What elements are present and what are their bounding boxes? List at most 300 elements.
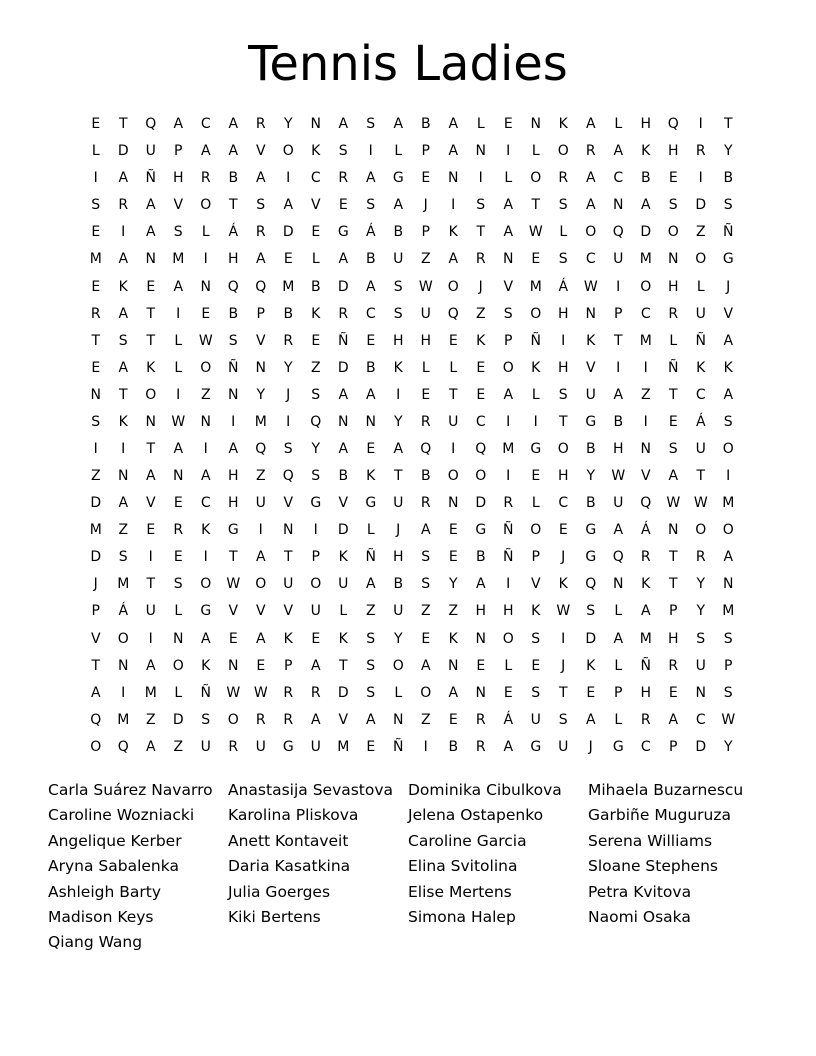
grid-cell: K bbox=[558, 116, 568, 133]
grid-cell: C bbox=[558, 495, 569, 512]
grid-cell: I bbox=[176, 386, 181, 403]
grid-cell: T bbox=[558, 413, 568, 430]
grid-cell: S bbox=[366, 630, 376, 647]
grid-cell: I bbox=[423, 738, 428, 755]
grid-cell: N bbox=[145, 251, 156, 268]
grid-cell: W bbox=[721, 711, 736, 728]
grid-cell: A bbox=[668, 711, 679, 728]
grid-cell: Z bbox=[420, 603, 431, 620]
grid-cell: M bbox=[117, 711, 130, 728]
grid-cell: Z bbox=[173, 738, 184, 755]
grid-cell: M bbox=[639, 332, 652, 349]
grid-cell: Á bbox=[503, 711, 514, 728]
grid-cell: I bbox=[533, 413, 538, 430]
grid-cell: V bbox=[90, 630, 101, 647]
grid-cell: V bbox=[145, 495, 156, 512]
grid-cell: N bbox=[448, 495, 459, 512]
grid-cell: H bbox=[392, 332, 404, 349]
grid-cell: S bbox=[586, 603, 596, 620]
grid-cell: W bbox=[171, 413, 186, 430]
grid-row bbox=[82, 517, 742, 544]
grid-cell: C bbox=[365, 305, 376, 322]
grid-cell: M bbox=[337, 738, 350, 755]
word-list-item: Jelena Ostapenko bbox=[408, 806, 544, 825]
grid-cell: C bbox=[695, 711, 706, 728]
grid-cell: N bbox=[695, 684, 706, 701]
grid-cell: T bbox=[696, 468, 706, 485]
grid-cell: Q bbox=[310, 413, 322, 430]
grid-cell: E bbox=[283, 251, 293, 268]
grid-cell: C bbox=[475, 413, 486, 430]
grid-cell: Á bbox=[695, 413, 706, 430]
grid-cell: E bbox=[448, 549, 458, 566]
grid-cell: P bbox=[256, 305, 265, 322]
grid-cell: T bbox=[228, 549, 238, 566]
grid-cell: R bbox=[640, 549, 651, 566]
grid-cell: L bbox=[311, 251, 320, 268]
grid-cell: A bbox=[585, 711, 596, 728]
grid-cell: B bbox=[393, 224, 404, 241]
grid-row bbox=[82, 463, 742, 490]
grid-cell: A bbox=[145, 197, 156, 214]
grid-cell: W bbox=[226, 576, 241, 593]
grid-cell: Q bbox=[255, 278, 267, 295]
grid-cell: K bbox=[393, 359, 403, 376]
grid-cell: O bbox=[447, 278, 459, 295]
grid-cell: C bbox=[200, 116, 211, 133]
grid-cell: T bbox=[228, 197, 238, 214]
grid-row bbox=[82, 382, 742, 409]
grid-cell: K bbox=[531, 359, 541, 376]
grid-cell: W bbox=[528, 224, 543, 241]
grid-cell: J bbox=[286, 386, 291, 403]
grid-cell: T bbox=[393, 468, 403, 485]
grid-cell: T bbox=[118, 386, 128, 403]
grid-cell: A bbox=[448, 684, 459, 701]
grid-cell: Y bbox=[256, 386, 266, 403]
grid-cell: Ñ bbox=[503, 522, 514, 539]
grid-cell: O bbox=[695, 522, 707, 539]
grid-cell: A bbox=[338, 116, 349, 133]
grid-cell: W bbox=[611, 468, 626, 485]
grid-cell: S bbox=[723, 413, 733, 430]
grid-cell: S bbox=[366, 116, 376, 133]
grid-cell: K bbox=[531, 603, 541, 620]
grid-cell: Y bbox=[696, 603, 706, 620]
grid-cell: R bbox=[338, 170, 349, 187]
grid-cell: B bbox=[283, 305, 294, 322]
grid-cell: N bbox=[338, 413, 349, 430]
grid-cell: B bbox=[393, 576, 404, 593]
grid-cell: W bbox=[226, 684, 241, 701]
grid-cell: S bbox=[393, 278, 403, 295]
grid-cell: A bbox=[145, 657, 156, 674]
word-list-item: Sloane Stephens bbox=[588, 857, 718, 876]
grid-cell: K bbox=[448, 224, 458, 241]
grid-cell: J bbox=[561, 657, 566, 674]
grid-cell: L bbox=[394, 143, 403, 160]
grid-cell: K bbox=[338, 630, 348, 647]
grid-cell: I bbox=[203, 440, 208, 457]
puzzle-title: Tennis Ladies bbox=[248, 36, 568, 92]
grid-cell: H bbox=[612, 440, 624, 457]
grid-cell: U bbox=[145, 143, 156, 160]
grid-cell: E bbox=[503, 116, 513, 133]
grid-cell: J bbox=[726, 278, 731, 295]
grid-cell: K bbox=[118, 278, 128, 295]
grid-cell: A bbox=[723, 332, 734, 349]
grid-cell: Q bbox=[585, 576, 597, 593]
grid-cell: T bbox=[146, 305, 156, 322]
grid-cell: N bbox=[448, 657, 459, 674]
grid-cell: U bbox=[393, 251, 404, 268]
grid-cell: L bbox=[339, 603, 348, 620]
grid-cell: O bbox=[227, 711, 239, 728]
grid-cell: J bbox=[588, 738, 593, 755]
grid-cell: P bbox=[284, 657, 293, 674]
word-list-item: Serena Williams bbox=[588, 831, 713, 850]
grid-cell: O bbox=[695, 251, 707, 268]
grid-cell: P bbox=[531, 549, 540, 566]
grid-cell: Z bbox=[200, 386, 211, 403]
grid-cell: R bbox=[118, 197, 129, 214]
grid-cell: G bbox=[585, 522, 597, 539]
grid-cell: E bbox=[311, 630, 321, 647]
grid-cell: P bbox=[421, 224, 430, 241]
grid-cell: S bbox=[421, 549, 431, 566]
grid-cell: H bbox=[640, 116, 652, 133]
grid-cell: S bbox=[228, 332, 238, 349]
grid-cell: A bbox=[310, 711, 321, 728]
grid-cell: I bbox=[643, 359, 648, 376]
grid-cell: S bbox=[531, 630, 541, 647]
grid-row bbox=[82, 165, 742, 192]
grid-cell: Z bbox=[255, 468, 266, 485]
word-list-item: Qiang Wang bbox=[48, 933, 143, 952]
grid-cell: M bbox=[639, 251, 652, 268]
grid-cell: G bbox=[530, 440, 542, 457]
grid-row bbox=[82, 436, 742, 463]
grid-cell: N bbox=[90, 386, 101, 403]
grid-cell: Y bbox=[723, 143, 733, 160]
grid-cell: J bbox=[561, 549, 566, 566]
grid-cell: B bbox=[420, 468, 431, 485]
grid-cell: U bbox=[393, 495, 404, 512]
grid-cell: E bbox=[586, 684, 596, 701]
grid-cell: E bbox=[668, 413, 678, 430]
grid-cell: R bbox=[695, 143, 706, 160]
grid-cell: M bbox=[172, 251, 185, 268]
grid-cell: Á bbox=[228, 224, 239, 241]
grid-cell: V bbox=[640, 468, 651, 485]
grid-cell: N bbox=[475, 143, 486, 160]
grid-cell: E bbox=[311, 332, 321, 349]
grid-cell: N bbox=[668, 251, 679, 268]
grid-cell: D bbox=[337, 278, 349, 295]
grid-cell: B bbox=[640, 170, 651, 187]
grid-cell: S bbox=[201, 711, 211, 728]
grid-cell: E bbox=[668, 684, 678, 701]
grid-cell: K bbox=[641, 576, 651, 593]
grid-cell: U bbox=[613, 251, 624, 268]
grid-cell: S bbox=[91, 197, 101, 214]
word-list-item: Simona Halep bbox=[408, 907, 516, 926]
grid-cell: E bbox=[91, 224, 101, 241]
grid-cell: I bbox=[286, 170, 291, 187]
grid-cell: S bbox=[283, 440, 293, 457]
grid-cell: Q bbox=[227, 278, 239, 295]
grid-cell: W bbox=[583, 278, 598, 295]
grid-cell: K bbox=[201, 657, 211, 674]
grid-cell: S bbox=[696, 630, 706, 647]
grid-cell: U bbox=[585, 386, 596, 403]
grid-cell: S bbox=[366, 657, 376, 674]
grid-cell: N bbox=[503, 251, 514, 268]
grid-cell: L bbox=[614, 711, 623, 728]
grid-cell: T bbox=[668, 386, 678, 403]
grid-cell: G bbox=[337, 224, 349, 241]
grid-cell: T bbox=[146, 332, 156, 349]
grid-cell: N bbox=[475, 684, 486, 701]
grid-cell: A bbox=[255, 251, 266, 268]
grid-cell: D bbox=[172, 711, 184, 728]
grid-cell: H bbox=[667, 278, 679, 295]
grid-cell: G bbox=[200, 603, 212, 620]
grid-cell: A bbox=[145, 224, 156, 241]
grid-cell: R bbox=[668, 305, 679, 322]
word-list bbox=[48, 778, 768, 956]
grid-cell: H bbox=[557, 359, 569, 376]
grid-cell: T bbox=[118, 116, 128, 133]
grid-cell: Ñ bbox=[145, 170, 156, 187]
grid-cell: K bbox=[723, 359, 733, 376]
grid-cell: E bbox=[448, 711, 458, 728]
grid-cell: H bbox=[502, 603, 514, 620]
grid-cell: G bbox=[475, 522, 487, 539]
grid-cell: O bbox=[90, 738, 102, 755]
grid-cell: S bbox=[311, 386, 321, 403]
grid-cell: I bbox=[93, 440, 98, 457]
grid-cell: M bbox=[117, 576, 130, 593]
grid-cell: A bbox=[365, 170, 376, 187]
grid-cell: V bbox=[503, 278, 514, 295]
grid-cell: N bbox=[475, 630, 486, 647]
grid-cell: E bbox=[421, 386, 431, 403]
grid-cell: Á bbox=[558, 278, 569, 295]
grid-cell: N bbox=[228, 657, 239, 674]
grid-cell: L bbox=[201, 224, 210, 241]
grid-cell: O bbox=[310, 576, 322, 593]
grid-cell: S bbox=[338, 143, 348, 160]
word-list-item: Elina Svitolina bbox=[408, 857, 518, 876]
grid-cell: R bbox=[255, 116, 266, 133]
grid-cell: T bbox=[338, 657, 348, 674]
grid-cell: I bbox=[203, 251, 208, 268]
grid-cell: N bbox=[723, 576, 734, 593]
grid-cell: O bbox=[420, 684, 432, 701]
grid-cell: L bbox=[531, 386, 540, 403]
grid-cell: K bbox=[448, 630, 458, 647]
word-list-item: Caroline Wozniacki bbox=[48, 806, 195, 825]
grid-cell: R bbox=[90, 305, 101, 322]
grid-cell: P bbox=[724, 657, 733, 674]
grid-cell: N bbox=[118, 468, 129, 485]
word-list-item: Carla Suárez Navarro bbox=[48, 781, 213, 799]
grid-cell: H bbox=[227, 468, 239, 485]
grid-row bbox=[82, 138, 742, 165]
grid-cell: A bbox=[723, 549, 734, 566]
grid-cell: S bbox=[668, 440, 678, 457]
grid-cell: S bbox=[118, 549, 128, 566]
grid-cell: O bbox=[557, 440, 569, 457]
grid-cell: T bbox=[668, 576, 678, 593]
grid-cell: V bbox=[173, 197, 184, 214]
word-list-item: Garbiñe Muguruza bbox=[588, 806, 732, 825]
grid-cell: A bbox=[420, 657, 431, 674]
grid-cell: B bbox=[310, 278, 321, 295]
grid-cell: E bbox=[668, 170, 678, 187]
grid-row bbox=[82, 192, 742, 219]
grid-cell: A bbox=[145, 468, 156, 485]
grid-cell: U bbox=[310, 603, 321, 620]
grid-cell: L bbox=[174, 603, 183, 620]
grid-cell: H bbox=[667, 143, 679, 160]
grid-cell: D bbox=[337, 684, 349, 701]
grid-cell: M bbox=[254, 413, 267, 430]
grid-cell: D bbox=[640, 224, 652, 241]
grid-cell: L bbox=[504, 657, 513, 674]
grid-cell: R bbox=[200, 170, 211, 187]
grid-cell: J bbox=[423, 197, 428, 214]
grid-cell: A bbox=[585, 116, 596, 133]
grid-cell: T bbox=[476, 224, 486, 241]
grid-cell: E bbox=[448, 332, 458, 349]
grid-row bbox=[82, 328, 742, 355]
grid-cell: Y bbox=[283, 116, 293, 133]
grid-cell: I bbox=[616, 359, 621, 376]
grid-cell: D bbox=[90, 549, 102, 566]
grid-cell: Y bbox=[311, 440, 321, 457]
grid-cell: T bbox=[283, 549, 293, 566]
grid-cell: Z bbox=[118, 522, 129, 539]
grid-cell: I bbox=[506, 468, 511, 485]
grid-cell: G bbox=[612, 738, 624, 755]
grid-cell: I bbox=[121, 224, 126, 241]
grid-cell: R bbox=[475, 711, 486, 728]
grid-cell: L bbox=[476, 116, 485, 133]
grid-cell: R bbox=[283, 332, 294, 349]
grid-cell: W bbox=[253, 684, 268, 701]
grid-cell: I bbox=[121, 684, 126, 701]
grid-cell: J bbox=[478, 278, 483, 295]
grid-cell: S bbox=[558, 711, 568, 728]
grid-cell: E bbox=[448, 522, 458, 539]
grid-cell: B bbox=[723, 170, 734, 187]
grid-cell: S bbox=[256, 197, 266, 214]
grid-cell: V bbox=[255, 332, 266, 349]
grid-cell: E bbox=[256, 657, 266, 674]
grid-cell: N bbox=[613, 576, 624, 593]
grid-cell: G bbox=[310, 495, 322, 512]
grid-cell: L bbox=[91, 143, 100, 160]
grid-cell: S bbox=[366, 684, 376, 701]
grid-cell: L bbox=[614, 603, 623, 620]
grid-cell: N bbox=[613, 197, 624, 214]
grid-cell: R bbox=[283, 711, 294, 728]
grid-cell: R bbox=[503, 495, 514, 512]
grid-cell: S bbox=[366, 197, 376, 214]
grid-cell: Z bbox=[145, 711, 156, 728]
grid-cell: V bbox=[310, 197, 321, 214]
grid-cell: Y bbox=[393, 630, 403, 647]
grid-cell: U bbox=[283, 576, 294, 593]
grid-cell: C bbox=[695, 386, 706, 403]
grid-row bbox=[82, 653, 742, 680]
grid-cell: A bbox=[393, 440, 404, 457]
grid-cell: O bbox=[530, 522, 542, 539]
grid-cell: R bbox=[228, 738, 239, 755]
grid-cell: U bbox=[145, 603, 156, 620]
grid-cell: M bbox=[282, 278, 295, 295]
grid-cell: T bbox=[448, 386, 458, 403]
grid-cell: K bbox=[558, 576, 568, 593]
grid-cell: U bbox=[255, 495, 266, 512]
grid-cell: W bbox=[418, 278, 433, 295]
grid-cell: O bbox=[530, 305, 542, 322]
grid-cell: G bbox=[585, 549, 597, 566]
grid-cell: H bbox=[557, 468, 569, 485]
grid-cell: I bbox=[203, 549, 208, 566]
grid-cell: T bbox=[146, 576, 156, 593]
grid-cell: Z bbox=[420, 711, 431, 728]
grid-cell: S bbox=[421, 576, 431, 593]
grid-cell: Q bbox=[475, 440, 487, 457]
grid-cell: K bbox=[338, 549, 348, 566]
grid-cell: A bbox=[613, 522, 624, 539]
grid-cell: U bbox=[420, 305, 431, 322]
grid-cell: V bbox=[255, 603, 266, 620]
grid-cell: O bbox=[200, 197, 212, 214]
grid-cell: D bbox=[695, 738, 707, 755]
grid-cell: R bbox=[255, 711, 266, 728]
grid-cell: Z bbox=[420, 251, 431, 268]
grid-cell: I bbox=[643, 413, 648, 430]
grid-cell: A bbox=[200, 143, 211, 160]
grid-cell: Ñ bbox=[200, 684, 211, 701]
grid-cell: N bbox=[310, 116, 321, 133]
grid-cell: Q bbox=[447, 305, 459, 322]
grid-cell: T bbox=[723, 116, 733, 133]
grid-cell: V bbox=[228, 603, 239, 620]
grid-cell: O bbox=[502, 359, 514, 376]
grid-cell: D bbox=[282, 224, 294, 241]
grid-cell: R bbox=[310, 684, 321, 701]
word-list-item: Julia Goerges bbox=[228, 882, 331, 901]
grid-cell: K bbox=[641, 143, 651, 160]
grid-cell: A bbox=[200, 468, 211, 485]
grid-cell: E bbox=[146, 278, 156, 295]
grid-cell: V bbox=[283, 495, 294, 512]
grid-cell: Ñ bbox=[338, 332, 349, 349]
word-list-item: Mihaela Buzarnescu bbox=[588, 781, 744, 799]
grid-cell: T bbox=[531, 197, 541, 214]
word-list-item: Naomi Osaka bbox=[588, 907, 691, 926]
grid-row bbox=[82, 409, 742, 436]
grid-cell: I bbox=[726, 468, 731, 485]
grid-cell: P bbox=[504, 332, 513, 349]
grid-cell: P bbox=[421, 143, 430, 160]
grid-row bbox=[82, 219, 742, 246]
